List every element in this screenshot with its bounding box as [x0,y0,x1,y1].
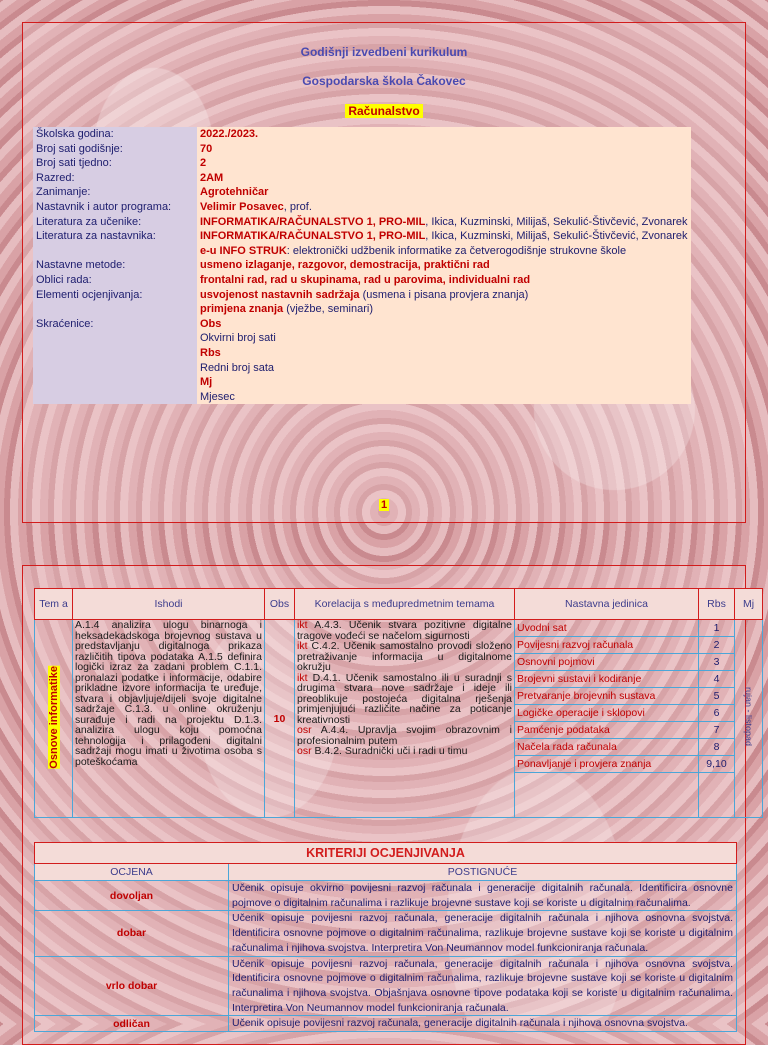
korelacija-text: A.4.4. Upravlja svojim obrazovnim i profesionalnim putem [297,724,512,747]
info-row [33,127,691,142]
col-nastavna-jedinica: Nastavna jedinica [515,589,699,620]
info-value [197,317,691,332]
criteria-description: Učenik opisuje okvirno povijesni razvoj računala i generacije digitalnih računala. Identificira osnovne pojmove o digitalnim računalima i razlikuje brojevne sustave koji se koriste u digitalnim računalima. [229,881,737,911]
info-row [33,346,691,361]
korelacija-item [297,746,512,757]
criteria-grade: vrlo dobar [35,956,229,1016]
info-value [197,156,691,171]
info-value-text: Mjesec [200,390,235,403]
criteria-grade: dobar [35,911,229,956]
info-value-bold: usvojenost nastavnih sadržaja [200,288,360,301]
info-label [33,302,197,317]
unit-name: Povijesni razvoj računala [515,637,699,654]
info-value-text: 70 [200,142,213,155]
info-value [197,375,691,390]
info-table [33,127,691,404]
info-value-text: Rbs [200,346,221,359]
info-value-rest: , Ikica, Kuzminski, Milijaš, Sekulić-Štivčević, Zvonarek [425,215,688,228]
unit-name: Načela rada računala [515,739,699,756]
info-value-text: Redni broj sata [200,361,274,374]
info-row [33,375,691,390]
info-row [33,302,691,317]
info-label: Školska godina: [33,127,197,142]
info-label: Nastavne metode: [33,258,197,273]
korelacija-text: B.4.2. Suradnički uči i radi u timu [311,745,468,757]
unit-rbs: 6 [699,705,735,722]
ocjena-header: OCJENA [35,864,229,881]
info-row [33,258,691,273]
info-row [33,200,691,215]
unit-rbs: 5 [699,688,735,705]
info-row [33,185,691,200]
korelacija-tag: ikt [297,671,308,684]
empty-cell [699,773,735,818]
info-value-text: 2AM [200,171,224,184]
info-label [33,390,197,405]
info-label: Literatura za učenike: [33,215,197,230]
info-value-rest: (vježbe, seminari) [283,303,373,316]
unit-name: Pretvaranje brojevnih sustava [515,688,699,705]
criteria-row [35,881,737,911]
info-label: Literatura za nastavnika: [33,229,197,244]
criteria-title: KRITERIJI OCJENJIVANJA [35,843,737,864]
info-value [197,244,691,259]
unit-rbs: 1 [699,620,735,637]
curriculum-row [35,620,763,637]
info-value-text: 2 [200,157,207,170]
info-value-rest: , Ikica, Kuzminski, Milijaš, Sekulić-Štivčević, Zvonarek [425,230,688,243]
korelacija-text: D.4.1. Učenik samostalno ili u suradnji s drugima stvara nove sadržaje i ideje ili preoblikuje postojeća digitalna rješenja primjenjujući različite načine za poticanje kreativnosti [297,671,512,726]
info-value-text: 2022./2023. [200,128,259,140]
postignuce-header: POSTIGNUĆE [229,864,737,881]
info-label: Razred: [33,171,197,186]
unit-rbs: 3 [699,654,735,671]
curriculum-header-row [35,589,763,620]
info-value [197,200,691,215]
info-row [33,171,691,186]
korelacija-tag: osr [297,724,312,736]
info-row [33,215,691,230]
info-row [33,361,691,376]
info-label [33,375,197,390]
document-page-1 [22,22,746,523]
info-value [197,302,691,317]
info-value [197,331,691,346]
tema-text: Osnove informatike [47,665,60,769]
criteria-description: Učenik opisuje povijesni razvoj računala, generacije digitalnih računala i njihova osnovna svojstva. Identificira osnovne pojmove o digitalnim računalima, razlikuje brojevne sustave koji se koriste u digitalnim računalima i njihova svojstva. Interpretira Von Neumannov model funkcioniranja računala. [229,911,737,956]
info-label: Oblici rada: [33,273,197,288]
unit-rbs: 8 [699,739,735,756]
info-row [33,156,691,171]
col-obs: Obs [265,589,295,620]
info-value-text: Agrotehničar [200,186,269,199]
curriculum-table [34,588,763,818]
info-value-bold: primjena znanja [200,303,284,316]
info-row [33,331,691,346]
info-row [33,317,691,332]
obs-cell: 10 [265,620,295,818]
info-label: Broj sati tjedno: [33,156,197,171]
info-value [197,127,691,142]
school-name: Gospodarska škola Čakovec [302,74,466,88]
criteria-grade: odličan [35,1016,229,1032]
info-value-bold: e-u INFO STRUK [200,244,287,257]
korelacija-tag: ikt [297,619,308,631]
info-value-text: usmeno izlaganje, razgovor, demostracija, praktični rad [200,259,490,272]
criteria-description: Učenik opisuje povijesni razvoj računala, generacije digitalnih računala i njihova osnovna svojstva. [229,1016,737,1032]
unit-rbs: 9,10 [699,756,735,773]
ishodi-cell: A.1.4 analizira ulogu binarnoga i heksadekadskoga brojevnog sustava u predstavljanju digitalnoga prikaza različitih tipova podataka A.1.5 definira logički izraz za zadani problem C.1.1. pronalazi podatke i informacije, odabire prikladne izvore informacija te uređuje, stvara i objavljuje/dijeli svoje digitalne sadržaje C.1.3. u online okruženju surađuje i radi na projektu D.1.3. analizira ulogu koju pomoćna tehnologija i prilagođeni digitalni sadržaji mogu imati u životima osoba s poteškoćama [73,620,265,818]
korelacija-text: C.4.2. Učenik samostalno provodi složeno pretraživanje informacija u digitalnome okružju [297,640,512,673]
info-value-bold: INFORMATIKA/RAČUNALSTVO 1, PRO-MIL [200,215,426,228]
tema-cell [35,620,73,818]
grading-criteria-table [34,842,737,1032]
mj-cell [735,620,763,818]
unit-rbs: 7 [699,722,735,739]
info-value [197,273,691,288]
unit-name: Ponavljanje i provjera znanja [515,756,699,773]
document-page-2 [22,565,755,1045]
criteria-description: Učenik opisuje povijesni razvoj računala, generacije digitalnih računala i njihova osnovna svojstva. Identificira osnovne pojmove o digitalnim računalima, razlikuje brojevne sustave koji se koriste u digitalnim računalima i njihova svojstva. Objašnjava osnovne tipove podataka koji se koriste u digitalnim računalima. Interpretira Von Neumannov model funkcioniranja računala. [229,956,737,1016]
info-label [33,346,197,361]
info-value [197,229,691,244]
info-value-text: Mj [200,376,213,389]
korelacija-item [297,673,512,726]
unit-rbs: 2 [699,637,735,654]
unit-rbs: 4 [699,671,735,688]
info-value-text: Obs [200,317,222,330]
col-ishodi: Ishodi [73,589,265,620]
info-value-rest: , prof. [283,200,312,213]
info-value-rest: (usmena i pisana provjera znanja) [359,288,529,301]
unit-name: Uvodni sat [515,620,699,637]
curriculum-title: Godišnji izvedbeni kurikulum [300,45,468,59]
info-label [33,361,197,376]
info-row [33,390,691,405]
korelacija-cell [295,620,515,818]
unit-name: Logičke operacije i sklopovi [515,705,699,722]
unit-name: Brojevni sustavi i kodiranje [515,671,699,688]
info-row [33,244,691,259]
criteria-row [35,956,737,1016]
unit-name: Pamćenje podataka [515,722,699,739]
info-row [33,142,691,157]
mj-text: rujan - listopad [743,687,754,747]
empty-cell [515,773,699,818]
korelacija-item [297,641,512,673]
criteria-grade: dovoljan [35,881,229,911]
info-label: Zanimanje: [33,185,197,200]
info-value [197,361,691,376]
info-value [197,288,691,303]
info-label [33,331,197,346]
page-number [23,499,745,511]
subject-title-text: Računalstvo [345,104,422,118]
info-label [33,244,197,259]
korelacija-item [297,725,512,746]
subject-title [23,104,745,118]
info-value [197,258,691,273]
info-row [33,273,691,288]
info-label: Elementi ocjenjivanja: [33,288,197,303]
info-value [197,142,691,157]
info-label: Nastavnik i autor programa: [33,200,197,215]
korelacija-text: A.4.3. Učenik stvara pozitivne digitalne tragove vođeći se načelom sigurnosti [297,619,512,642]
info-value-text: Okvirni broj sati [200,332,276,345]
info-value-rest: : elektronički udžbenik informatike za četverogodišnje strukovne škole [286,244,627,257]
info-value-text: frontalni rad, rad u skupinama, rad u parovima, individualni rad [200,273,531,286]
info-row [33,288,691,303]
page-number-text: 1 [380,499,388,511]
info-value [197,215,691,230]
korelacija-tag: osr [297,745,312,757]
col-mj: Mj [735,589,763,620]
info-label: Broj sati godišnje: [33,142,197,157]
info-value [197,185,691,200]
info-value [197,171,691,186]
info-value [197,346,691,361]
korelacija-item [297,620,512,641]
col-korelacija: Korelacija s međupredmetnim temama [295,589,515,620]
col-rbs: Rbs [699,589,735,620]
unit-name: Osnovni pojmovi [515,654,699,671]
info-label: Skraćenice: [33,317,197,332]
info-row [33,229,691,244]
info-value-bold: INFORMATIKA/RAČUNALSTVO 1, PRO-MIL [200,230,426,243]
info-value-bold: Velimir Posavec [200,200,284,213]
col-tema: Tem a [35,589,73,620]
criteria-row [35,911,737,956]
korelacija-tag: ikt [297,640,308,652]
info-value [197,390,691,405]
